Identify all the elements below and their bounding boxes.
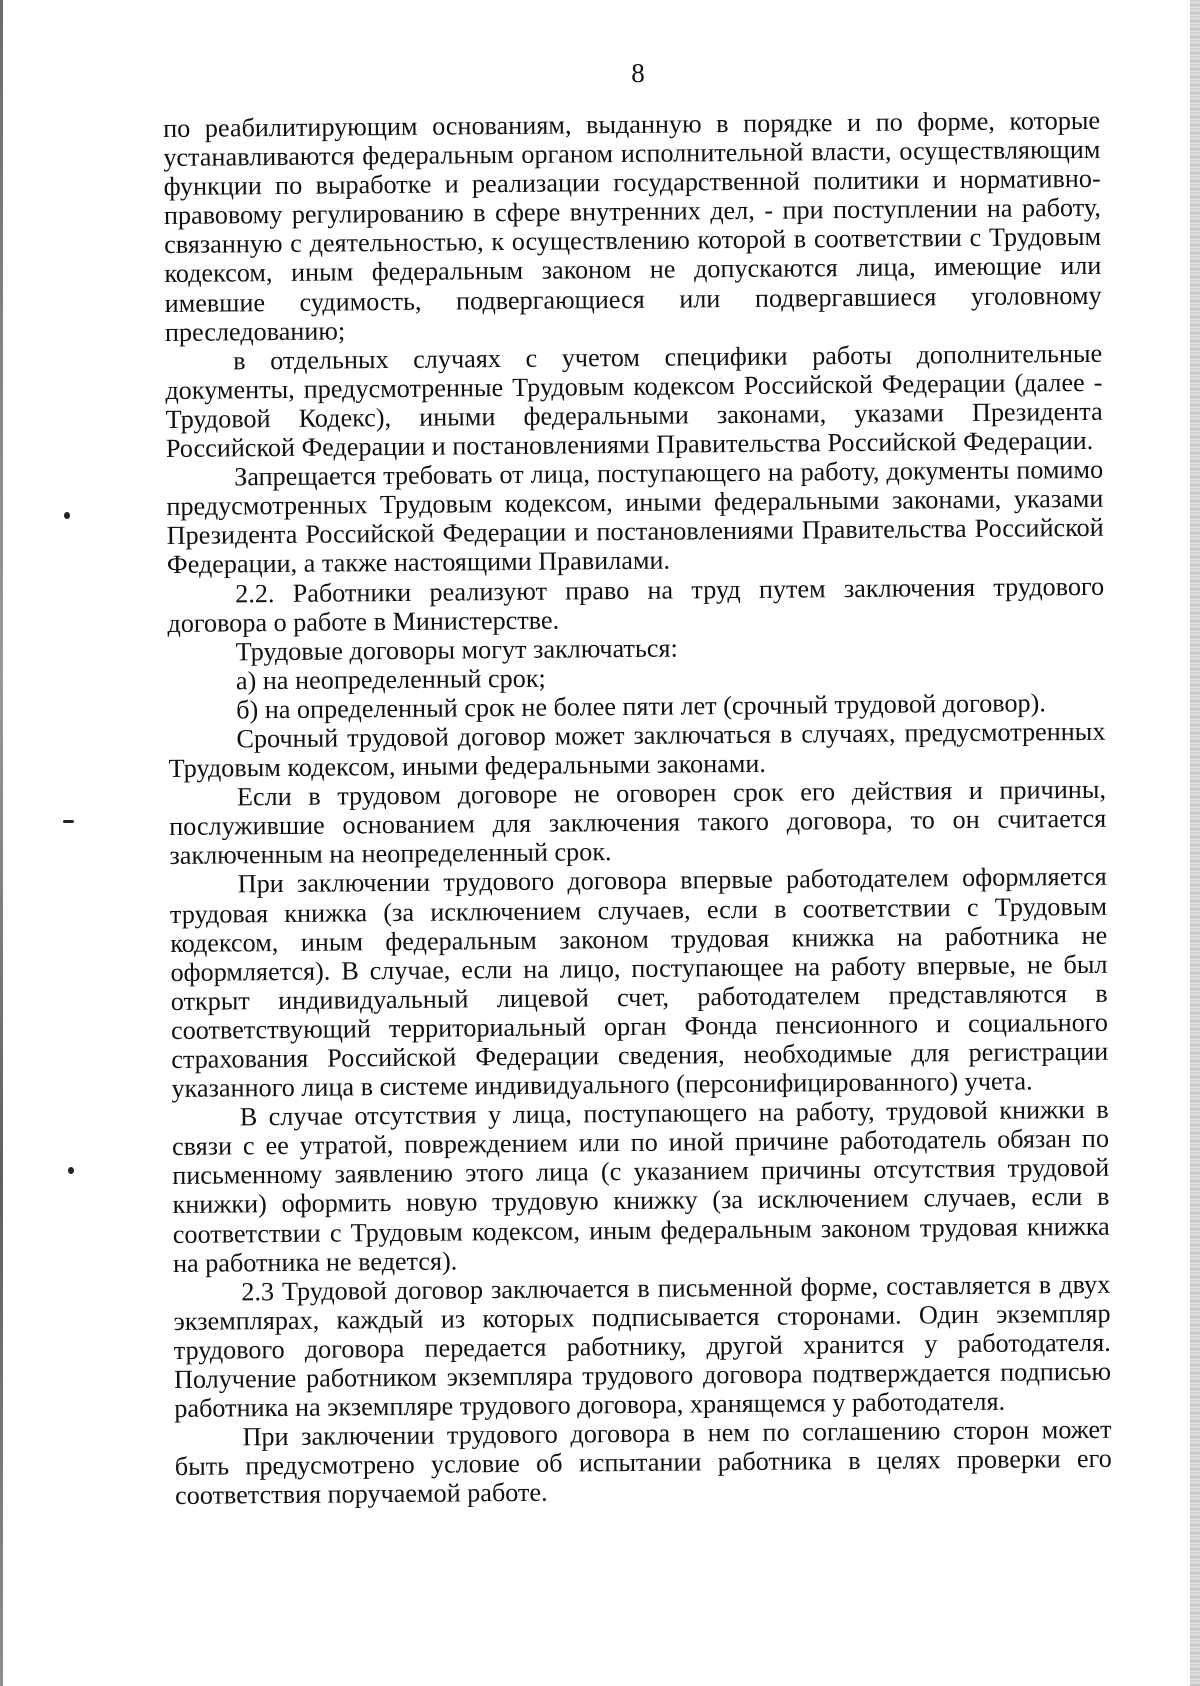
paragraph: 2.3 Трудовой договор заключается в письменной форме, составляется в двух экземплярах, каждый из которых подписывается сторонами. Один экземпляр трудового договора передается работнику, другой хранится у работодателя. Получение работником экземпляра трудового договора подтверждается подписью работника на экземпляре трудового договора, хранящемся у работодателя. bbox=[173, 1269, 1112, 1424]
paragraph: При заключении трудового договора в нем по соглашению сторон может быть предусмотрено условие об испытании работника в целях проверки его соответствия поручаемой работе. bbox=[174, 1414, 1112, 1511]
paragraph: в отдельных случаях с учетом специфики работы дополнительные документы, предусмотренные Трудовым кодексом Российской Федерации (далее - Трудовой Кодекс), иными федеральными законами, указами Президента Российской Федерации и постановлениями Правительства Российской Федерации. bbox=[165, 338, 1103, 464]
scan-speck bbox=[63, 820, 74, 823]
paragraph: Если в трудовом договоре не оговорен срок его действия и причины, послужившие основанием для заключения такого договора, то он считается заключенным на неопределенный срок. bbox=[169, 774, 1107, 871]
paragraph: а) на неопределенный срок; bbox=[235, 663, 546, 696]
paragraph: Трудовые договоры могут заключаться: bbox=[235, 633, 678, 667]
scan-edge-right bbox=[1190, 0, 1200, 1686]
paragraph: В случае отсутствия у лица, поступающего на работу, трудовой книжки в связи с ее утратой, повреждением или по иной причине работодатель обязан по письменному заявлению этого лица (с указанием причины отсутствия трудовой книжки) оформить новую трудовую книжку (за исключением случаев, если в соответствии с Трудовым кодексом, иным федеральным законом трудовая книжка на работника не ведется). bbox=[171, 1094, 1110, 1278]
paragraph: 2.2. Работники реализуют право на труд путем заключения трудового договора о работе в Министерстве. bbox=[167, 571, 1105, 638]
scan-speck bbox=[64, 512, 70, 519]
paragraph: Срочный трудовой договор может заключаться в случаях, предусмотренных Трудовым кодексом, иными федеральными законами. bbox=[168, 716, 1106, 784]
page-number: 8 bbox=[631, 58, 645, 88]
paragraph: по реабилитирующим основаниям, выданную в порядке и по форме, которые устанавливаются федеральным органом исполнительной власти, осуществляющим функции по выработке и реализации государственной политики и нормативно-правовому регулированию в сфере внутренних дел, - при поступлении на работу, связанную с деятельностью, к осуществлению которой в соответствии с Трудовым кодексом, иным федеральным законом не допускаются лица, имеющие или имевшие судимость, подвергающиеся или подвергавшиеся уголовному преследованию; bbox=[163, 105, 1102, 347]
scan-edge-left bbox=[0, 0, 3, 1686]
document-body bbox=[163, 106, 1112, 1511]
paragraph: Запрещается требовать от лица, поступающего на работу, документы помимо предусмотренных Трудовым кодексом, иными федеральными законами, указами Президента Российской Федерации и постановлениями Правительства Российской Федерации, а также настоящими Правилами. bbox=[166, 454, 1104, 580]
paragraph: б) на определенный срок не более пяти лет (срочный трудовой договор). bbox=[236, 688, 1046, 725]
paragraph: При заключении трудового договора впервые работодателем оформляется трудовая книжка (за исключением случаев, если в соответствии с Трудовым кодексом, иным федеральным законом трудовая книжка на работника не оформляется). В случае, если на лицо, поступающее на работу впервые, не был открыт индивидуальный лицевой счет, работодателем представляются в соответствующий территориальный орган Фонда пенсионного и социального страхования Российской Федерации сведения, необходимые для регистрации указанного лица в системе индивидуального (персонифицированного) учета. bbox=[169, 862, 1109, 1104]
scan-speck bbox=[68, 1167, 74, 1174]
